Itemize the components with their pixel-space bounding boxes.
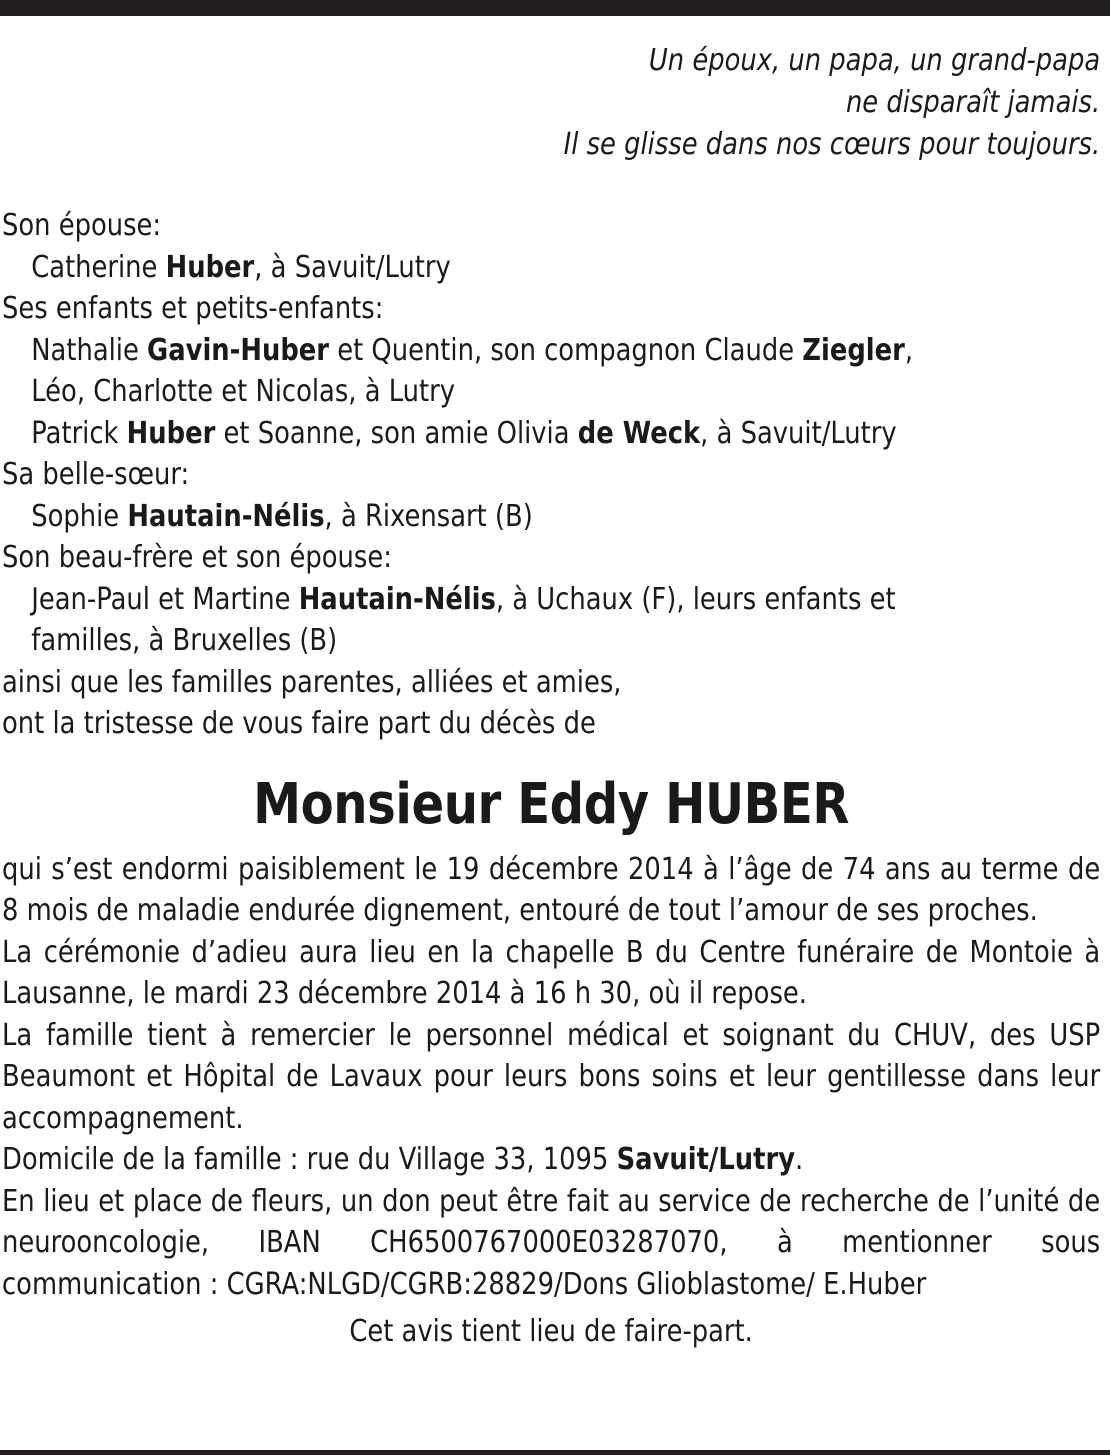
body-paragraph: La cérémonie d’adieu aura lieu en la chapelle B du Centre funéraire de Montoie à Lausanne, le mardi 23 décembre 2014 à 16 h 30, où il repose. <box>2 934 1101 1011</box>
epigraph-line: Un époux, un papa, un grand-papa <box>648 43 1101 78</box>
bottom-rule <box>0 1450 1110 1455</box>
sister-in-law-entry <box>2 496 1100 538</box>
top-rule <box>0 0 1110 16</box>
spouse-heading: Son épouse: <box>2 208 162 243</box>
child-entry <box>2 330 1100 372</box>
first-name: Jean-Paul et Martine <box>31 581 299 617</box>
first-name: Nathalie <box>31 332 148 368</box>
punctuation: , <box>904 332 914 368</box>
surname: Ziegler <box>802 332 905 368</box>
address-text: Domicile de la famille : rue du Village 33, 1095 <box>2 1142 617 1177</box>
surname: de Weck <box>577 415 701 451</box>
epigraph <box>2 40 1100 166</box>
spouse-entry <box>2 247 1100 289</box>
epigraph-line: ne disparaît jamais. <box>845 85 1101 120</box>
body-paragraph: qui s’est endormi paisiblement le 19 décembre 2014 à l’âge de 74 ans au terme de 8 mois de maladie endurée dignement, entouré de tout l’amour de ses proches. <box>2 851 1101 928</box>
child-entry <box>2 413 1100 455</box>
children-heading: Ses enfants et petits-enfants: <box>2 291 384 326</box>
body-paragraph <box>2 1139 1100 1181</box>
grandchildren-entry: Léo, Charlotte et Nicolas, à Lutry <box>31 374 455 409</box>
family-list <box>2 205 1100 745</box>
brother-in-law-family: familles, à Bruxelles (B) <box>31 623 338 658</box>
sister-in-law-heading: Sa belle-sœur: <box>2 457 190 492</box>
obituary-notice <box>2 40 1100 1353</box>
closing-note: Cet avis tient lieu de faire-part. <box>349 1314 753 1349</box>
surname: Hautain-Nélis <box>127 498 325 534</box>
surname: Hautain-Nélis <box>298 581 496 617</box>
relation-text: et Soanne, son amie Olivia <box>215 415 578 451</box>
surname: Gavin-Huber <box>147 332 330 368</box>
brother-in-law-entry <box>2 579 1100 621</box>
place: , à Rixensart (B) <box>324 498 533 534</box>
notice-body <box>2 849 1100 1306</box>
surname: Huber <box>165 249 255 285</box>
place: , à Savuit/Lutry <box>254 249 451 285</box>
others-line: ainsi que les familles parentes, alliées et amies, <box>2 664 622 700</box>
surname: Huber <box>126 415 216 451</box>
body-paragraph: En lieu et place de fleurs, un don peut être fait au service de recherche de l’unité de neurooncologie, IBAN CH6500767000E03287070, à mentionner sous communication : CGRA:NLGD/CGRB:28829/Dons Glioblastome/ E.Huber <box>2 1183 1101 1302</box>
deceased-name: Monsieur Eddy HUBER <box>253 771 850 837</box>
epigraph-line: Il se glisse dans nos cœurs pour toujours. <box>563 127 1101 162</box>
first-name: Patrick <box>31 415 127 451</box>
announce-line: ont la tristesse de vous faire part du décès de <box>2 706 596 741</box>
place: , à Uchaux (F), leurs enfants et <box>495 581 896 617</box>
brother-in-law-heading: Son beau-frère et son épouse: <box>2 540 392 575</box>
punctuation: . <box>795 1142 804 1177</box>
relation-text: et Quentin, son compagnon Claude <box>329 332 803 368</box>
first-name: Catherine <box>31 249 166 285</box>
first-name: Sophie <box>31 498 128 534</box>
address-place: Savuit/Lutry <box>616 1142 796 1177</box>
place: , à Savuit/Lutry <box>700 415 897 451</box>
body-paragraph: La famille tient à remercier le personnel médical et soignant du CHUV, des USP Beaumont et Hôpital de Lavaux pour leurs bons soins et leur gentillesse dans leur accompagnement. <box>2 1017 1101 1136</box>
